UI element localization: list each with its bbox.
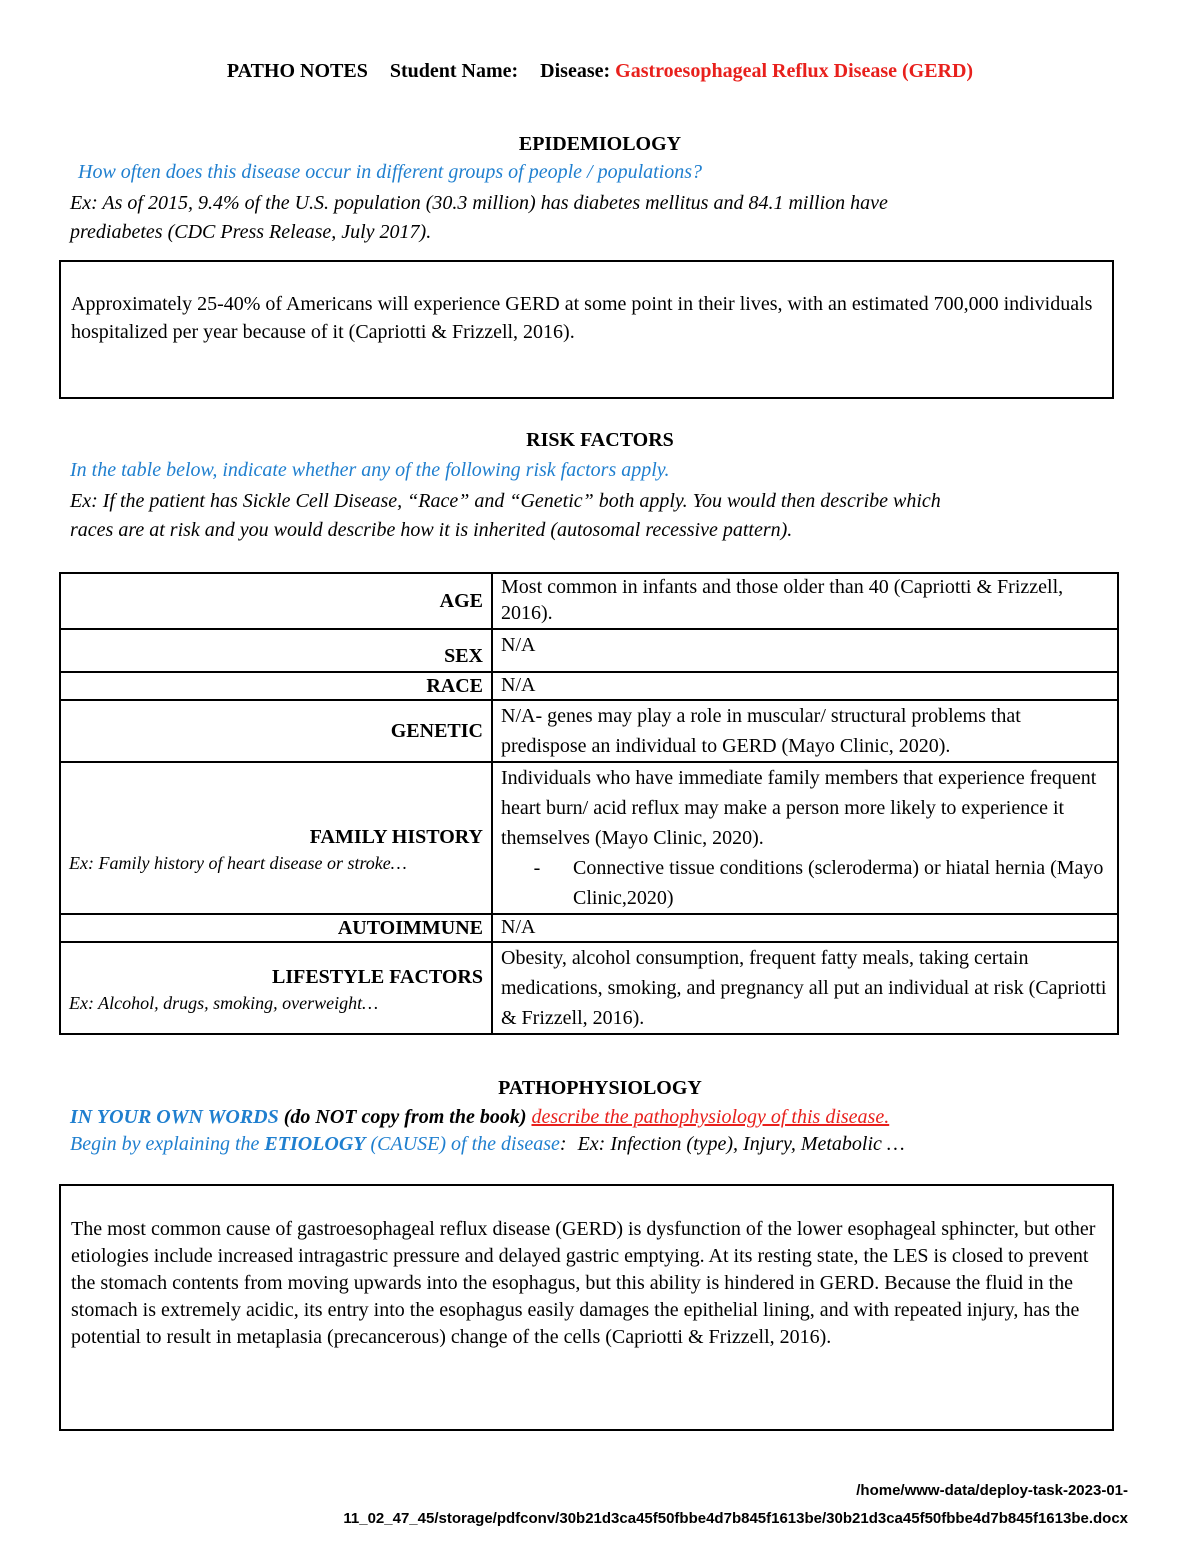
colon-text: :: [559, 1133, 567, 1155]
race-label: RACE: [60, 672, 492, 700]
table-row: [60, 672, 1118, 700]
table-row: [60, 629, 1118, 672]
risk-factors-title: RISK FACTORS: [526, 429, 674, 451]
pathophysiology-instruction: [70, 1106, 889, 1129]
pathophysiology-answer-box: [59, 1184, 1114, 1431]
family-history-example: Ex: Family history of heart disease or stroke…: [69, 853, 407, 873]
epidemiology-example-line-1: Ex: As of 2015, 9.4% of the U.S. population (30.3 million) has diabetes mellitus and 84.1 million have: [70, 192, 888, 214]
table-row: [60, 914, 1118, 942]
do-not-copy-text: (do NOT copy from the book): [283, 1106, 527, 1128]
lifestyle-label: LIFESTYLE FACTORS: [272, 966, 483, 988]
autoimmune-value: N/A: [492, 914, 1118, 942]
family-history-bullet-item: [501, 853, 1109, 913]
table-row: [60, 942, 1118, 1034]
describe-text: describe the pathophysiology of this disease.: [531, 1106, 890, 1128]
own-words-text: IN YOUR OWN WORDS: [70, 1106, 279, 1128]
race-value: N/A: [492, 672, 1118, 700]
document-header: [0, 60, 1200, 83]
disease-label: Disease:: [540, 60, 611, 82]
student-name-label: Student Name:: [389, 60, 519, 82]
etiology-text: ETIOLOGY: [264, 1133, 366, 1155]
epidemiology-title: EPIDEMIOLOGY: [518, 133, 682, 155]
table-row: [60, 573, 1118, 629]
table-row: [60, 700, 1118, 762]
lifestyle-label-cell: [60, 942, 492, 1034]
age-label: AGE: [60, 573, 492, 629]
cause-text: (CAUSE) of the disease: [370, 1133, 560, 1155]
sex-label: SEX: [60, 629, 492, 672]
risk-factors-table: [59, 572, 1119, 1035]
autoimmune-label: AUTOIMMUNE: [60, 914, 492, 942]
genetic-value: N/A- genes may play a role in muscular/ structural problems that predispose an individual to GERD (Mayo Clinic, 2020).: [492, 700, 1118, 762]
bullet-dash: -: [533, 857, 541, 879]
lifestyle-value: Obesity, alcohol consumption, frequent fatty meals, taking certain medications, smoking, and pregnancy all put an individual at risk (Capriotti & Frizzell, 2016).: [492, 942, 1118, 1034]
risk-factors-example-line-1: Ex: If the patient has Sickle Cell Disease, “Race” and “Genetic” both apply. You would then describe which: [70, 490, 941, 512]
epidemiology-answer-box: [59, 260, 1114, 399]
risk-factors-prompt: In the table below, indicate whether any of the following risk factors apply.: [70, 459, 670, 481]
table-row: [60, 762, 1118, 914]
epidemiology-example-line-2: prediabetes (CDC Press Release, July 2017).: [70, 221, 432, 243]
family-history-bullet: Connective tissue conditions (scleroderma) or hiatal hernia (Mayo Clinic,2020): [573, 857, 1104, 909]
begin-text: Begin by explaining the: [70, 1133, 260, 1155]
etiology-instruction: [70, 1133, 905, 1156]
file-path-footer: [343, 1477, 1128, 1533]
epidemiology-example: [70, 189, 888, 247]
sex-value: N/A: [492, 629, 1118, 672]
etiology-examples: Ex: Infection (type), Injury, Metabolic …: [577, 1133, 905, 1155]
age-value: Most common in infants and those older than 40 (Capriotti & Frizzell, 2016).: [492, 573, 1118, 629]
family-history-value-cell: [492, 762, 1118, 914]
family-history-value: Individuals who have immediate family members that experience frequent heart burn/ acid reflux may make a person more likely to experience it themselves (Mayo Clinic, 2020).: [501, 767, 1097, 849]
footer-line-2: 11_02_47_45/storage/pdfconv/30b21d3ca45f50fbbe4d7b845f1613be/30b21d3ca45f50fbbe4d7b845f1613be.docx: [343, 1510, 1128, 1527]
epidemiology-prompt: How often does this disease occur in different groups of people / populations?: [78, 161, 703, 183]
footer-line-1: /home/www-data/deploy-task-2023-01-: [856, 1482, 1128, 1499]
risk-factors-example-line-2: races are at risk and you would describe how it is inherited (autosomal recessive pattern).: [70, 519, 793, 541]
patho-notes-label: PATHO NOTES: [226, 60, 368, 82]
risk-factors-example: [70, 487, 941, 545]
disease-name: Gastroesophageal Reflux Disease (GERD): [615, 60, 974, 82]
epidemiology-answer: Approximately 25-40% of Americans will experience GERD at some point in their lives, with an estimated 700,000 individuals hospitalized per year because of it (Capriotti & Frizzell, 2016).: [71, 293, 1093, 343]
pathophysiology-title: PATHOPHYSIOLOGY: [498, 1077, 702, 1099]
lifestyle-example: Ex: Alcohol, drugs, smoking, overweight…: [69, 993, 379, 1013]
family-history-label-cell: [60, 762, 492, 914]
genetic-label: GENETIC: [60, 700, 492, 762]
pathophysiology-answer: The most common cause of gastroesophageal reflux disease (GERD) is dysfunction of the lower esophageal sphincter, but other etiologies include increased intragastric pressure and delayed gastric emptying. At its resting state, the LES is closed to prevent the stomach contents from moving upwards into the esophagus, but this ability is hindered in GERD. Because the fluid in the stomach is extremely acidic, its entry into the esophagus easily damages the epithelial lining, and with repeated injury, has the potential to result in metaplasia (precancerous) change of the cells (Capriotti & Frizzell, 2016).: [71, 1218, 1096, 1348]
family-history-label: FAMILY HISTORY: [309, 826, 483, 848]
